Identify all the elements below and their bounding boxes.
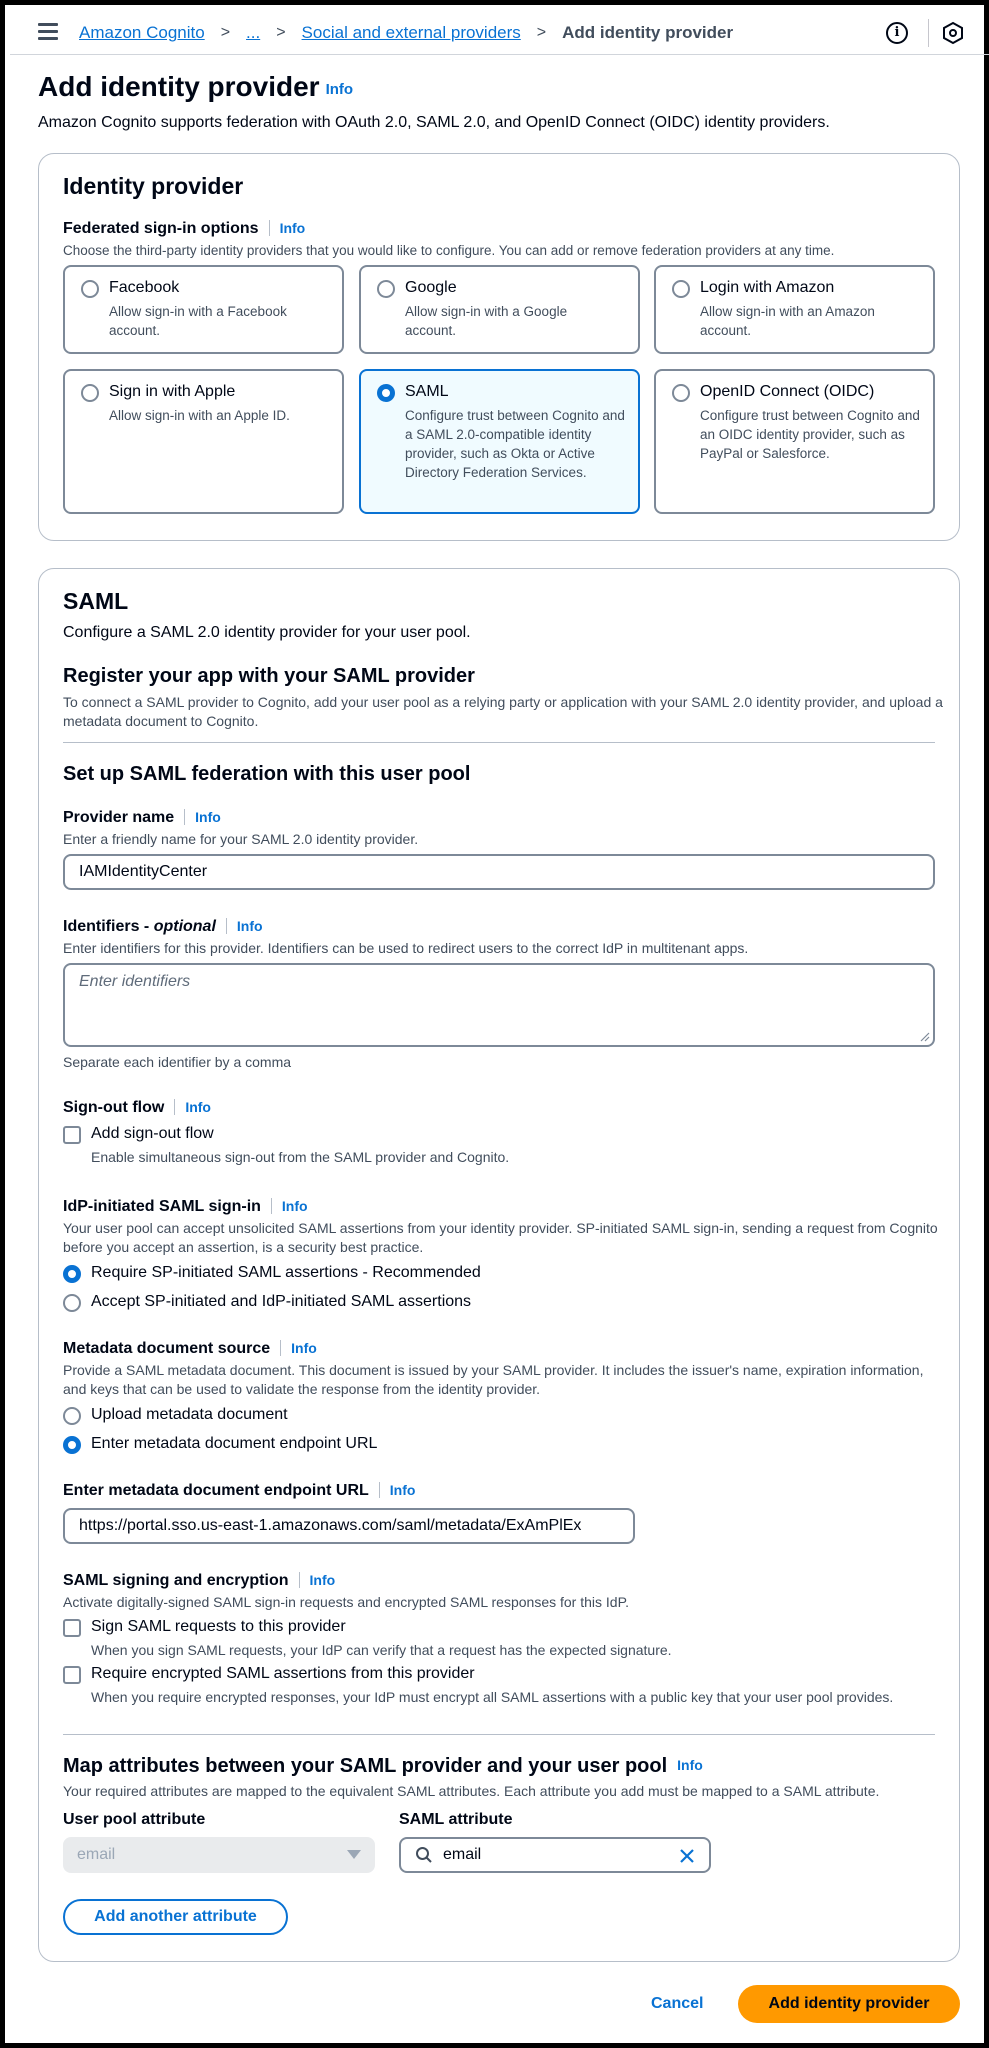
label-text: Metadata document source [63, 1340, 271, 1357]
tile-title: Sign in with Apple [109, 383, 236, 400]
page-title [38, 71, 353, 103]
info-link[interactable]: Info [281, 1198, 308, 1214]
breadcrumb [79, 10, 733, 55]
info-link[interactable]: Info [185, 1099, 211, 1115]
label-divider [379, 1482, 380, 1498]
saml-attribute-input[interactable] [399, 1837, 711, 1873]
idp-initiated-description: Your user pool can accept unsolicited SAML assertions from your identity provider. SP-initiated SAML sign-in, sending a request from Cognito before you accept an assertion, is a security best practice. [63, 1220, 938, 1255]
cancel-button[interactable]: Cancel [651, 1995, 704, 2012]
label-text: Sign-out flow [63, 1099, 165, 1116]
breadcrumb-separator: > [536, 23, 547, 41]
info-link[interactable]: Info [279, 220, 306, 236]
signout-checkbox[interactable] [63, 1126, 81, 1144]
info-link[interactable]: Info [195, 809, 221, 825]
metadata-url-value: https://portal.sso.us-east-1.amazonaws.com/saml/metadata/ExAmPlEx [79, 1517, 582, 1534]
info-link[interactable]: Info [309, 1572, 336, 1588]
label-divider [184, 809, 185, 825]
breadcrumb-separator: > [220, 23, 231, 41]
card-title: SAML [63, 588, 129, 614]
tile-description: Allow sign-in with an Amazon account. [700, 304, 875, 338]
info-link[interactable]: Info [291, 1340, 317, 1356]
label-text: Map attributes between your SAML provider and your user pool [63, 1755, 668, 1777]
apple-radio[interactable] [81, 384, 99, 402]
user-pool-attribute-header: User pool attribute [63, 1811, 206, 1828]
encrypt-assertions-description: When you require encrypted responses, your IdP must encrypt all SAML assertions with a public key that your user pool provides. [91, 1689, 894, 1705]
tile-description: Configure trust between Cognito and a SAML 2.0-compatible identity provider, such as Okta or Active Directory Federation Services. [405, 408, 625, 480]
page-title-text: Add identity provider [38, 71, 320, 102]
info-link[interactable]: Info [325, 81, 354, 98]
sign-requests-label[interactable]: Sign SAML requests to this provider [91, 1618, 346, 1635]
search-icon [415, 1846, 433, 1864]
identifiers-hint: Separate each identifier by a comma [63, 1054, 292, 1070]
sign-requests-description: When you sign SAML requests, your IdP can verify that a request has the expected signature. [91, 1642, 672, 1658]
tile-title: Facebook [109, 279, 180, 296]
identifiers-placeholder: Enter identifiers [79, 973, 191, 990]
federated-options-label [63, 220, 305, 238]
resize-handle-icon[interactable] [920, 1032, 930, 1042]
add-attribute-button[interactable]: Add another attribute [63, 1899, 288, 1935]
label-text: SAML signing and encryption [63, 1572, 289, 1589]
oidc-radio[interactable] [672, 384, 690, 402]
endpoint-url-radio[interactable] [63, 1436, 81, 1454]
provider-tile-oidc[interactable] [654, 369, 935, 514]
info-link[interactable]: Info [677, 1757, 703, 1773]
identifiers-textarea[interactable] [63, 963, 935, 1047]
tile-description: Allow sign-in with a Google account. [405, 304, 568, 338]
setup-title: Set up SAML federation with this user pool [63, 763, 471, 785]
provider-tile-saml[interactable] [359, 369, 640, 514]
saml-attribute-value: email [443, 1846, 482, 1863]
metadata-source-label [63, 1340, 317, 1358]
encrypt-assertions-label[interactable]: Require encrypted SAML assertions from this provider [91, 1665, 475, 1682]
tile-title: SAML [405, 383, 449, 400]
breadcrumb-amazon-cognito[interactable]: Amazon Cognito [79, 22, 205, 42]
sign-requests-checkbox[interactable] [63, 1619, 81, 1637]
label-text: Provider name [63, 809, 175, 826]
saml-radio[interactable] [377, 384, 395, 402]
divider [928, 19, 929, 47]
endpoint-url-label[interactable]: Enter metadata document endpoint URL [91, 1435, 378, 1452]
saml-attribute-header: SAML attribute [399, 1811, 513, 1828]
metadata-source-description: Provide a SAML metadata document. This document is issued by your SAML provider. It includes the issuer's name, expiration information, and keys that can be used to validate the response from the identity provider. [63, 1362, 924, 1397]
google-radio[interactable] [377, 280, 395, 298]
map-attributes-title [63, 1755, 703, 1778]
map-attributes-description: Your required attributes are mapped to the equivalent SAML attributes. Each attribute you add must be mapped to a SAML attribute. [63, 1783, 880, 1799]
label-text: Federated sign-in options [63, 220, 259, 237]
require-sp-initiated-radio[interactable] [63, 1265, 81, 1283]
provider-tile-facebook[interactable] [63, 265, 344, 354]
identifiers-label [63, 918, 263, 936]
breadcrumb-separator: > [276, 23, 286, 41]
identifiers-description: Enter identifiers for this provider. Identifiers can be used to redirect users to the correct IdP in multitenant apps. [63, 940, 749, 956]
menu-icon[interactable] [38, 23, 58, 41]
signout-label [63, 1099, 211, 1117]
label-divider [269, 220, 270, 236]
register-description: To connect a SAML provider to Cognito, add your user pool as a relying party or application with your SAML 2.0 identity provider, and upload a metadata document to Cognito. [63, 694, 943, 729]
settings-hexagon-icon[interactable] [941, 21, 965, 45]
amazon-radio[interactable] [672, 280, 690, 298]
idp-initiated-label [63, 1198, 308, 1216]
register-title: Register your app with your SAML provider [63, 665, 475, 687]
provider-name-value: IAMIdentityCenter [79, 863, 208, 880]
provider-tile-amazon[interactable] [654, 265, 935, 354]
label-divider [226, 918, 227, 934]
metadata-url-label [63, 1482, 415, 1500]
top-icons [886, 10, 989, 55]
provider-tile-google[interactable] [359, 265, 640, 354]
info-link[interactable]: Info [389, 1482, 416, 1498]
signing-description: Activate digitally-signed SAML sign-in requests and encrypted SAML responses for this IdP. [63, 1594, 629, 1610]
add-identity-provider-button[interactable]: Add identity provider [738, 1985, 960, 2023]
signout-checkbox-label[interactable]: Add sign-out flow [91, 1125, 214, 1142]
provider-name-label [63, 809, 221, 827]
tile-title: Login with Amazon [700, 279, 835, 296]
caret-down-icon [347, 1850, 361, 1859]
label-text: Enter metadata document endpoint URL [63, 1482, 369, 1499]
accept-idp-initiated-radio[interactable] [63, 1294, 81, 1312]
facebook-radio[interactable] [81, 280, 99, 298]
tile-description: Allow sign-in with an Apple ID. [109, 408, 290, 423]
tile-title: OpenID Connect (OIDC) [700, 383, 875, 400]
require-sp-initiated-label[interactable]: Require SP-initiated SAML assertions - Recommended [91, 1264, 481, 1281]
metadata-url-input[interactable] [63, 1508, 635, 1544]
breadcrumb-current: Add identity provider [562, 22, 734, 42]
provider-tile-apple[interactable] [63, 369, 344, 514]
tile-title: Google [405, 279, 457, 296]
page-description: Amazon Cognito supports federation with OAuth 2.0, SAML 2.0, and OpenID Connect (OIDC) identity providers. [38, 114, 830, 131]
divider [63, 1734, 935, 1735]
signing-label [63, 1572, 335, 1590]
breadcrumb-ellipsis[interactable]: ... [246, 22, 261, 42]
card-title: Identity provider [63, 173, 244, 199]
signout-checkbox-description: Enable simultaneous sign-out from the SAML provider and Cognito. [91, 1149, 510, 1165]
info-link[interactable]: Info [236, 918, 263, 934]
user-pool-attribute-select [63, 1837, 375, 1873]
label-text: Identifiers - [63, 918, 154, 935]
info-circle-icon[interactable]: i [886, 22, 908, 44]
provider-name-input[interactable] [63, 854, 935, 890]
label-divider [271, 1198, 272, 1214]
breadcrumb-social-external-providers[interactable]: Social and external providers [301, 22, 521, 42]
user-pool-attribute-value: email [77, 1846, 116, 1863]
tile-description: Allow sign-in with a Facebook account. [109, 304, 287, 338]
upload-metadata-label[interactable]: Upload metadata document [91, 1406, 288, 1423]
label-divider [299, 1572, 300, 1588]
saml-card [38, 568, 960, 1962]
encrypt-assertions-checkbox[interactable] [63, 1666, 81, 1684]
accept-idp-initiated-label[interactable]: Accept SP-initiated and IdP-initiated SAML assertions [91, 1293, 472, 1310]
label-divider [174, 1099, 175, 1115]
federated-options-description: Choose the third-party identity providers that you would like to configure. You can add or remove federation providers at any time. [63, 243, 835, 258]
clear-icon[interactable] [679, 1848, 695, 1864]
saml-description: Configure a SAML 2.0 identity provider for your user pool. [63, 624, 471, 641]
provider-name-description: Enter a friendly name for your SAML 2.0 identity provider. [63, 831, 419, 847]
upload-metadata-radio[interactable] [63, 1407, 81, 1425]
label-text: IdP-initiated SAML sign-in [63, 1198, 261, 1215]
tile-description: Configure trust between Cognito and an OIDC identity provider, such as PayPal or Salesforce. [700, 408, 920, 461]
top-navigation-bar [10, 10, 989, 55]
divider [63, 742, 935, 743]
label-divider [280, 1340, 281, 1356]
optional-tag: optional [153, 918, 216, 935]
identity-provider-card [38, 153, 960, 541]
